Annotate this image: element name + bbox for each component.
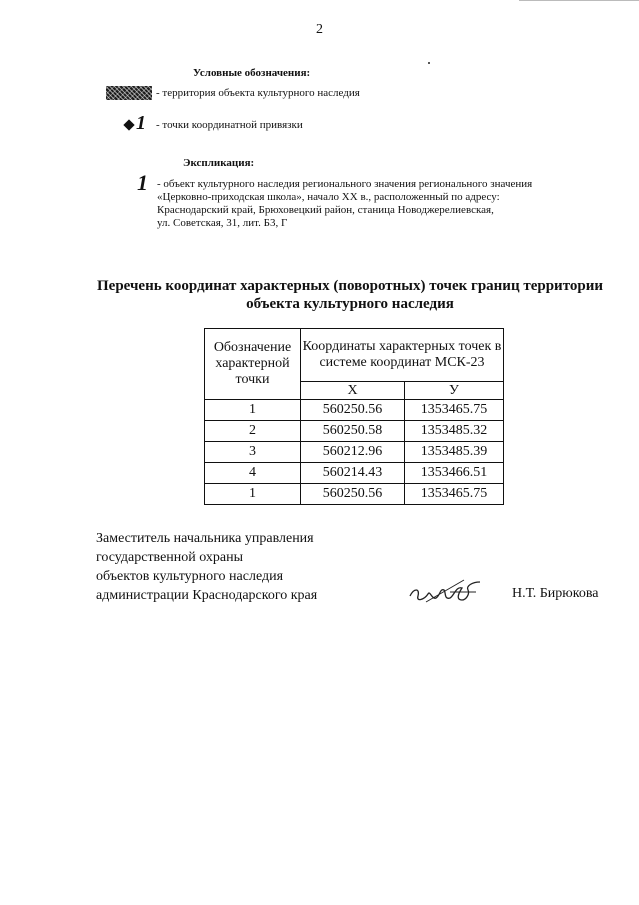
page-edge-line (519, 0, 639, 1)
cell-point: 2 (205, 421, 301, 442)
table-row (205, 463, 504, 484)
point-marker-icon (123, 119, 134, 130)
legend-title: Условные обозначения: (193, 67, 311, 79)
signer-name: Н.Т. Бирюкова (512, 586, 599, 601)
document-title-line: Перечень координат характерных (поворотных) точек границ территории (97, 278, 603, 294)
legend-territory-label: - территория объекта культурного наследия (156, 87, 360, 99)
explication-line: - объект культурного наследия регионального значения регионального значения (157, 178, 533, 190)
cell-point: 3 (205, 442, 301, 463)
cell-point: 4 (205, 463, 301, 484)
scan-speck (428, 62, 430, 64)
territory-hatch-swatch-icon (106, 86, 152, 100)
signatory-position-line: Заместитель начальника управления (96, 531, 314, 546)
explication-title: Экспликация: (183, 157, 255, 169)
explication-line: ул. Советская, 31, лит. Б3, Г (157, 217, 288, 229)
document-title (80, 277, 620, 313)
cell-point: 1 (205, 400, 301, 421)
cell-y: 1353485.32 (405, 421, 504, 442)
cell-y: 1353465.75 (405, 400, 504, 421)
cell-x: 560250.56 (301, 484, 405, 505)
table-row (205, 400, 504, 421)
cell-y: 1353465.75 (405, 484, 504, 505)
table-row (205, 421, 504, 442)
explication-number: 1 (137, 170, 148, 195)
explication-line: «Церковно-приходская школа», начало XX в., расположенный по адресу: (157, 191, 500, 203)
handwritten-signature-icon (406, 576, 486, 610)
explication-line: Краснодарский край, Брюховецкий район, станица Новоджерелиевская, (157, 204, 494, 216)
document-title-line: объекта культурного наследия (246, 296, 454, 312)
signatory-position-line: объектов культурного наследия (96, 569, 284, 584)
cell-x: 560250.58 (301, 421, 405, 442)
cell-x: 560212.96 (301, 442, 405, 463)
page-number: 2 (316, 22, 323, 37)
cell-y: 1353466.51 (405, 463, 504, 484)
header-y: У (405, 382, 504, 400)
cell-point: 1 (205, 484, 301, 505)
point-marker-number: 1 (136, 112, 146, 134)
signatory-position-line: государственной охраны (96, 550, 244, 565)
cell-y: 1353485.39 (405, 442, 504, 463)
signatory-position (96, 529, 317, 605)
header-coordinates: Координаты характерных точек в системе координат МСК-23 (301, 329, 504, 382)
header-x: X (301, 382, 405, 400)
cell-x: 560214.43 (301, 463, 405, 484)
table-row (205, 442, 504, 463)
coordinates-table (204, 328, 504, 505)
cell-x: 560250.56 (301, 400, 405, 421)
explication-text (157, 178, 597, 230)
legend-points-label: - точки координатной привязки (156, 119, 303, 131)
table-row (205, 484, 504, 505)
signatory-position-line: администрации Краснодарского края (96, 588, 318, 603)
header-point-designation: Обозначение характерной точки (205, 329, 301, 400)
